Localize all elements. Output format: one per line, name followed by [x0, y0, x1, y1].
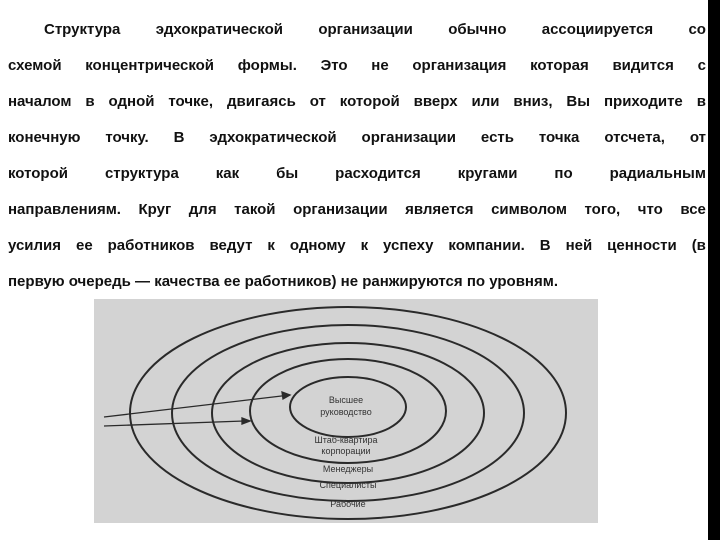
label-workers: Рабочие — [330, 499, 366, 509]
word: радиальным — [609, 165, 706, 182]
word: для — [188, 201, 217, 218]
word: организации — [361, 129, 456, 146]
word: В — [539, 237, 551, 254]
word: по — [466, 273, 486, 290]
label-specialists: Специалисты — [319, 480, 377, 490]
body-paragraph — [8, 12, 706, 300]
text-line — [8, 192, 706, 228]
word: как — [215, 165, 240, 182]
word: бы — [276, 165, 299, 182]
word: к — [267, 237, 275, 254]
word: эдхократической — [209, 129, 337, 146]
word: является — [405, 201, 474, 218]
word: в — [696, 93, 706, 110]
word: не — [340, 273, 359, 290]
word: ценности — [607, 237, 677, 254]
word: которая — [530, 57, 589, 74]
word: — — [135, 273, 151, 290]
word: расходится — [335, 165, 421, 182]
word: ней — [565, 237, 593, 254]
word: организации — [293, 201, 388, 218]
word: со — [688, 21, 706, 38]
word: концентрической — [85, 57, 215, 74]
word: одной — [108, 93, 155, 110]
word: все — [680, 201, 706, 218]
word: точке, — [168, 93, 214, 110]
word: эдхократической — [155, 21, 283, 38]
word: вверх — [413, 93, 458, 110]
word: первую — [8, 273, 65, 290]
word: конечную — [8, 129, 81, 146]
label-hq-2: корпорации — [321, 446, 371, 456]
word: что — [637, 201, 663, 218]
word: по — [554, 165, 573, 182]
word: В — [173, 129, 185, 146]
label-managers: Менеджеры — [322, 464, 374, 474]
word: организации — [318, 21, 413, 38]
word: Круг — [138, 201, 172, 218]
word: уровням. — [489, 273, 559, 290]
text-line — [8, 156, 706, 192]
word: одному — [289, 237, 346, 254]
word: формы. — [237, 57, 297, 74]
arrow-head-1 — [282, 392, 290, 399]
word: отсчета, — [604, 129, 665, 146]
word: (в — [691, 237, 706, 254]
label-hq-1: Штаб-квартира — [314, 435, 378, 445]
word: очередь — [68, 273, 131, 290]
word: организация — [412, 57, 507, 74]
word: усилия — [8, 237, 62, 254]
word: в — [85, 93, 95, 110]
word: обычно — [448, 21, 507, 38]
word: Структура — [44, 21, 121, 38]
arrow-head-2 — [242, 418, 250, 424]
word: точку. — [105, 129, 149, 146]
word: качества — [154, 273, 220, 290]
word: к — [360, 237, 369, 254]
word: такой — [234, 201, 276, 218]
text-line — [8, 264, 706, 300]
word: работников — [107, 237, 195, 254]
text-line — [8, 48, 706, 84]
text-line — [8, 84, 706, 120]
word: ее — [76, 237, 93, 254]
word: от — [689, 129, 706, 146]
word: точка — [538, 129, 580, 146]
right-edge-bar — [708, 0, 720, 540]
word: которой — [8, 165, 68, 182]
text-line — [8, 12, 706, 48]
word: которой — [339, 93, 400, 110]
concentric-structure-figure — [94, 299, 598, 523]
word: от — [309, 93, 326, 110]
word: направлениям. — [8, 201, 121, 218]
word: вниз, — [513, 93, 553, 110]
word: того, — [584, 201, 621, 218]
word: двигаясь — [226, 93, 296, 110]
label-center-1: Высшее — [328, 395, 364, 405]
text-line — [8, 228, 706, 264]
word: Вы — [566, 93, 591, 110]
word: не — [371, 57, 389, 74]
word: с — [697, 57, 706, 74]
word: есть — [480, 129, 514, 146]
word: схемой — [8, 57, 62, 74]
word: ведут — [209, 237, 253, 254]
word: или — [471, 93, 500, 110]
word: символом — [491, 201, 567, 218]
word: ранжируются — [362, 273, 463, 290]
word: успеху — [383, 237, 434, 254]
text-line — [8, 120, 706, 156]
word: работников) — [244, 273, 337, 290]
word: ее — [223, 273, 241, 290]
word: Это — [320, 57, 348, 74]
word: структура — [104, 165, 179, 182]
label-center-2: руководство — [320, 407, 372, 417]
word: началом — [8, 93, 72, 110]
word: видится — [612, 57, 674, 74]
word: кругами — [457, 165, 518, 182]
word: приходите — [603, 93, 683, 110]
word: компании. — [448, 237, 525, 254]
word: ассоциируется — [541, 21, 654, 38]
concentric-diagram — [94, 299, 598, 523]
